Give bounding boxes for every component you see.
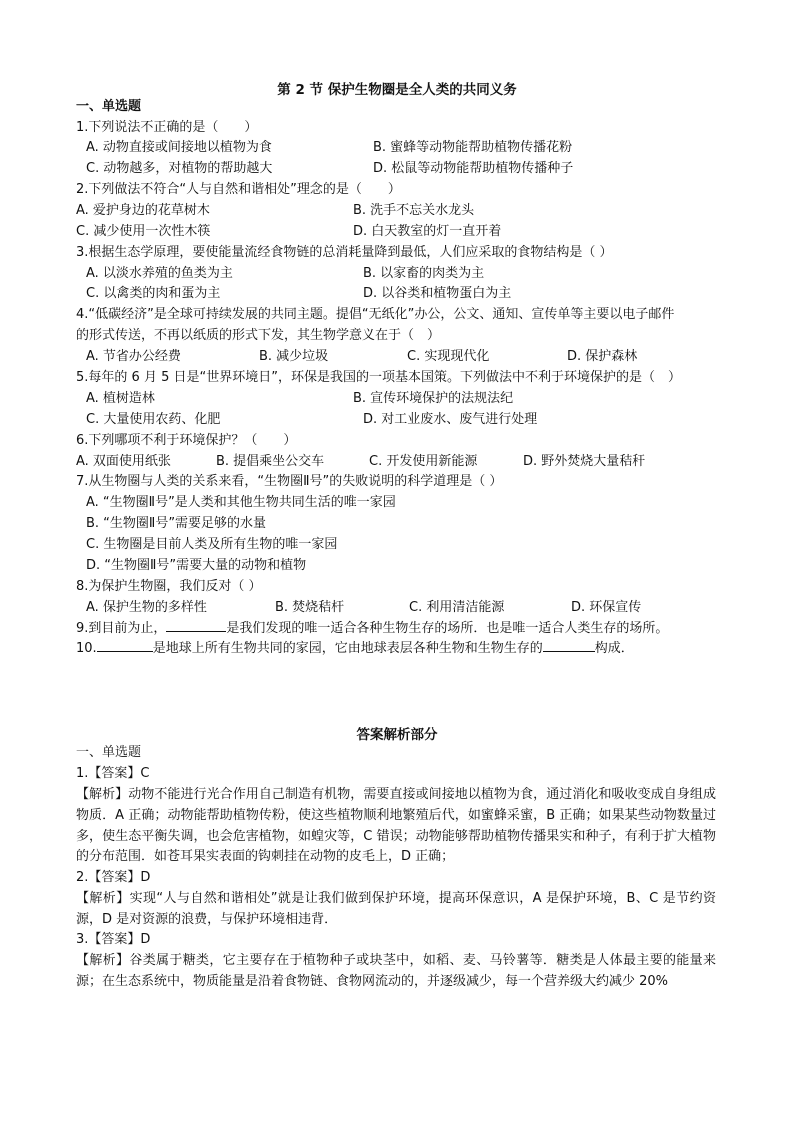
option-b: B. 洗手不忘关水龙头 — [353, 203, 475, 218]
option-c: C. 大量使用农药、化肥 — [86, 412, 221, 427]
option-b: B. 提倡乘坐公交车 — [216, 454, 325, 469]
option-d: D. 松鼠等动物能帮助植物传播种子 — [373, 161, 574, 176]
option-b: B. 减少垃圾 — [259, 349, 329, 364]
question-stem: 8.为保护生物圈，我们反对（ ） — [76, 579, 262, 594]
answer-blank — [97, 639, 153, 652]
option-d: D. 野外焚烧大量秸秆 — [523, 454, 646, 469]
question-stem: 1.下列说法不正确的是（ ） — [76, 120, 258, 135]
option-a: A. “生物圈Ⅱ号”是人类和其他生物共同生活的唯一家园 — [86, 495, 396, 510]
option-d: D. “生物圈Ⅱ号”需要大量的动物和植物 — [86, 558, 307, 573]
option-a: A. 爱护身边的花草树木 — [76, 203, 210, 218]
section-heading: 一、单选题 — [76, 99, 142, 114]
question-stem: 4.“低碳经济”是全球可持续发展的共同主题。提倡“无纸化”办公，公文、通知、宣传单等主要以电子邮件 — [76, 307, 675, 322]
option-d: D. 对工业废水、废气进行处理 — [363, 412, 538, 427]
option-c: C. 以禽类的肉和蛋为主 — [86, 286, 221, 301]
answer-key: 1.【答案】C — [76, 766, 150, 781]
question-stem: 3.根据生态学原理，要使能量流经食物链的总消耗量降到最低，人们应采取的食物结构是（ ） — [76, 245, 613, 260]
option-a: A. 植树造林 — [86, 391, 155, 406]
question-fill-blank — [76, 619, 668, 639]
answer-key: 2.【答案】D — [76, 870, 151, 885]
answer-explanation: 【解析】动物不能进行光合作用自己制造有机物，需要直接或间接地以植物为食，通过消化和吸收变成自身组成物质．A 正确；动物能帮助植物传粉，使这些植物顺利地繁殖后代，如蜜蜂采蜜，B 正确；如果某些动物数量过多，使生态平衡失调，也会危害植物，如蝗灾等，C 错误；动物能够帮助植物传播果实和种子，有利于扩大植物的分布范围．如苍耳果实表面的钩刺挂在动物的皮毛上，D 正确； — [76, 787, 716, 865]
option-a: A. 节省办公经费 — [86, 349, 181, 364]
q10-text-post: 构成． — [594, 641, 634, 656]
q9-text-pre: 9.到目前为止， — [76, 621, 167, 636]
option-c: C. 实现现代化 — [407, 349, 490, 364]
option-d: D. 环保宣传 — [571, 600, 642, 615]
page-title: 第 2 节 保护生物圈是全人类的共同义务 — [277, 82, 517, 98]
q9-text-post: 是我们发现的唯一适合各种生物生存的场所．也是唯一适合人类生存的场所。 — [226, 621, 669, 636]
option-c: C. 生物圈是目前人类及所有生物的唯一家园 — [86, 537, 338, 552]
option-d: D. 以谷类和植物蛋白为主 — [363, 286, 512, 301]
question-stem: 5.每年的 6 月 5 日是“世界环境日”，环保是我国的一项基本国策。下列做法中不利于环境保护的是（ ） — [76, 370, 681, 385]
question-stem: 6.下列哪项不利于环境保护？（ ） — [76, 433, 297, 448]
option-a: A. 双面使用纸张 — [76, 454, 171, 469]
option-b: B. “生物圈Ⅱ号”需要足够的水量 — [86, 516, 267, 531]
option-c: C. 动物越多，对植物的帮助越大 — [86, 161, 273, 176]
q10-text-mid: 是地球上所有生物共同的家园，它由地球表层各种生物和生物生存的 — [152, 641, 543, 656]
option-b: B. 焚烧秸杆 — [275, 600, 345, 615]
answer-explanation: 【解析】实现“人与自然和谐相处”就是让我们做到保护环境，提高环保意识，A 是保护环境，B、C 是节约资源，D 是对资源的浪费，与保护环境相违背． — [76, 891, 716, 927]
answer-explanation: 【解析】谷类属于糖类，它主要存在于植物种子或块茎中，如稻、麦、马铃薯等．糖类是人体最主要的能量来源；在生态系统中，物质能量是沿着食物链、食物网流动的，并逐级减少，每一个营养级大约减少 20% — [76, 953, 716, 989]
option-b: B. 宣传环境保护的法规法纪 — [353, 391, 514, 406]
option-c: C. 利用清洁能源 — [409, 600, 505, 615]
answer-section-heading: 一、单选题 — [76, 745, 142, 760]
option-a: A. 动物直接或间接地以植物为食 — [86, 140, 272, 155]
question-stem: 7.从生物圈与人类的关系来看，“生物圈Ⅱ号”的失败说明的科学道理是（ ） — [76, 474, 503, 489]
option-c: C. 减少使用一次性木筷 — [76, 224, 211, 239]
q10-text-pre: 10. — [76, 641, 97, 656]
answer-blank — [543, 639, 595, 652]
option-b: B. 蜜蜂等动物能帮助植物传播花粉 — [373, 140, 573, 155]
answer-key: 3.【答案】D — [76, 932, 151, 947]
answer-section-title: 答案解析部分 — [356, 727, 438, 743]
option-c: C. 开发使用新能源 — [369, 454, 478, 469]
option-a: A. 保护生物的多样性 — [86, 600, 207, 615]
option-d: D. 保护森林 — [567, 349, 638, 364]
question-stem: 2.下列做法不符合“人与自然和谐相处”理念的是（ ） — [76, 182, 401, 197]
question-fill-blank — [76, 639, 634, 659]
question-stem-cont: 的形式传送，不再以纸质的形式下发，其生物学意义在于（ ） — [76, 328, 441, 343]
option-b: B. 以家畜的肉类为主 — [363, 266, 485, 281]
answer-blank — [166, 619, 226, 632]
option-a: A. 以淡水养殖的鱼类为主 — [86, 266, 233, 281]
option-d: D. 白天教室的灯一直开着 — [353, 224, 502, 239]
